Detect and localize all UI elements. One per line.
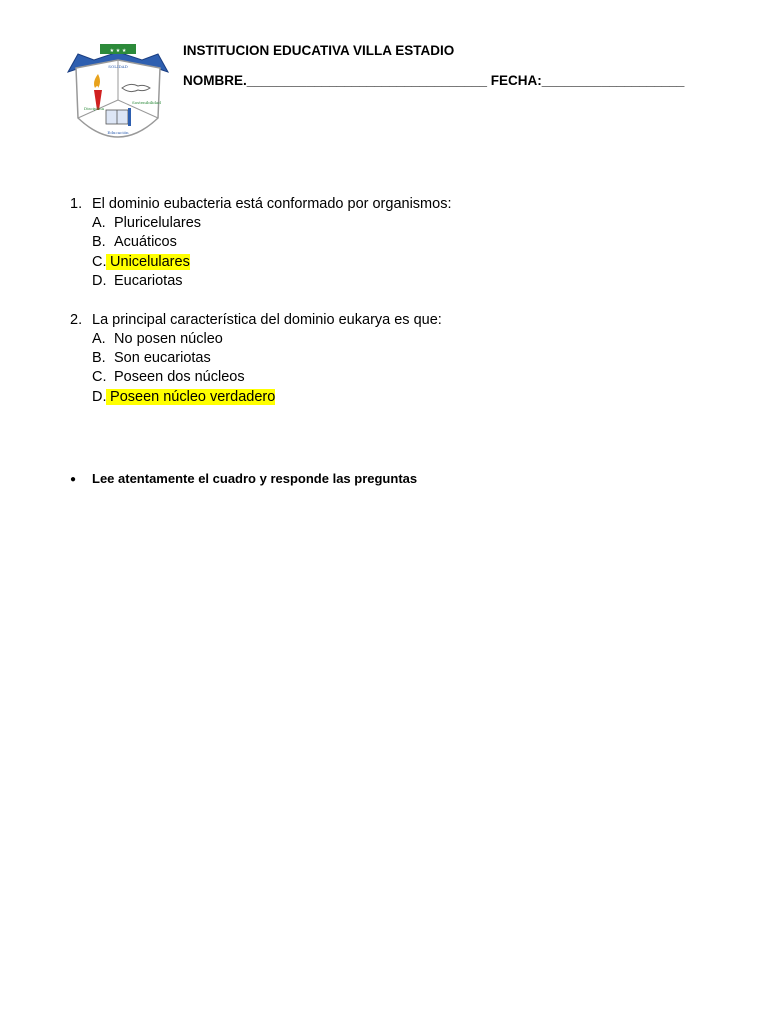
question-text: La principal característica del dominio eukarya es que: — [92, 312, 442, 328]
question-2 — [70, 312, 442, 328]
question-1 — [70, 196, 451, 212]
option-letter: A. — [92, 215, 106, 231]
option-2d-highlighted-answer — [92, 389, 275, 405]
option-letter: D. — [92, 273, 107, 289]
question-number: 2. — [70, 312, 83, 328]
school-crest-logo — [64, 38, 172, 150]
option-text: Son eucariotas — [114, 350, 211, 366]
crest-bottom-text: Educación — [107, 130, 129, 135]
option-text: Poseen dos núcleos — [114, 369, 245, 385]
option-text: Eucariotas — [114, 273, 183, 289]
option-text: No posen núcleo — [114, 331, 223, 347]
option-letter: C. — [92, 254, 107, 270]
option-letter: A. — [92, 331, 106, 347]
option-letter: B. — [92, 350, 106, 366]
option-2a — [92, 331, 223, 347]
option-1c-highlighted-answer — [92, 254, 190, 270]
option-text-highlighted: Poseen núcleo verdadero — [106, 389, 276, 405]
svg-text:★ ★ ★: ★ ★ ★ — [109, 48, 127, 54]
question-text: El dominio eubacteria está conformado por organismos: — [92, 196, 452, 212]
institution-title: INSTITUCION EDUCATIVA VILLA ESTADIO — [183, 43, 455, 58]
crest-right-text: Sostenibilidad — [132, 100, 161, 105]
question-number: 1. — [70, 196, 83, 212]
option-text: Pluricelulares — [114, 215, 202, 231]
option-1d — [92, 273, 183, 289]
option-letter: D. — [92, 389, 107, 405]
option-text-highlighted: Unicelulares — [106, 254, 190, 270]
option-letter: B. — [92, 234, 106, 250]
instruction-item — [70, 471, 417, 486]
option-2b — [92, 350, 211, 366]
instruction-text: Lee atentamente el cuadro y responde las preguntas — [92, 471, 418, 486]
option-letter: C. — [92, 369, 107, 385]
bullet-icon: ● — [70, 474, 77, 486]
crest-ribbon-text: SOLIDAD — [108, 64, 128, 69]
option-1a — [92, 215, 201, 231]
name-date-line: NOMBRE.________________________________ FECHA:___________________ — [183, 73, 685, 88]
crest-left-text: Disciplina — [84, 106, 105, 111]
option-text: Acuáticos — [114, 234, 177, 250]
option-2c — [92, 369, 245, 385]
option-1b — [92, 234, 177, 250]
